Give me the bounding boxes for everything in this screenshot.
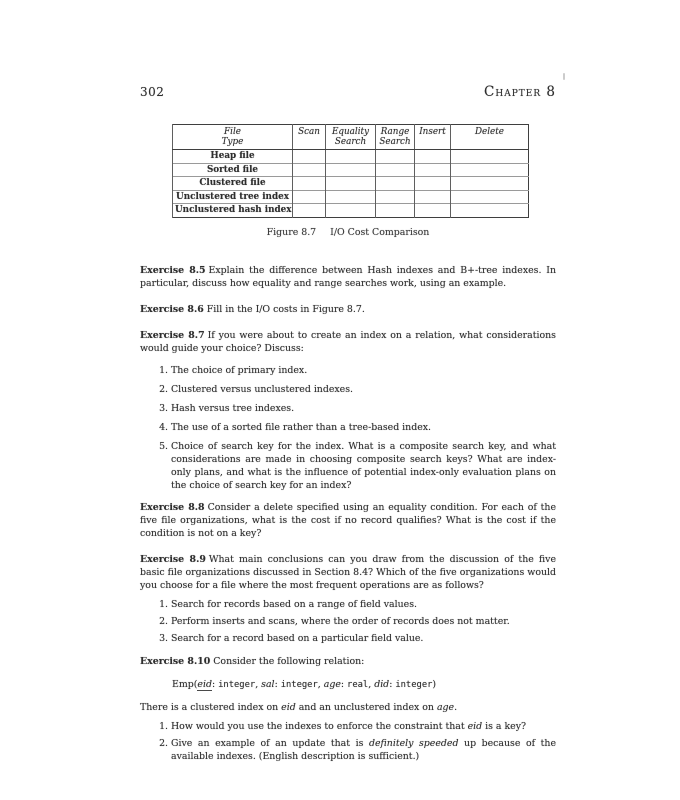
list-item-text: Perform inserts and scans, where the order of records does not matter. bbox=[171, 615, 510, 627]
list-item bbox=[171, 737, 556, 763]
cost-cell-empty bbox=[293, 150, 326, 164]
relation-type: integer bbox=[218, 679, 256, 690]
running-header bbox=[140, 84, 556, 100]
list-item bbox=[171, 364, 556, 377]
table-row-clustered-file bbox=[173, 177, 529, 191]
list-item bbox=[171, 720, 556, 733]
exercise-label: Exercise 8.8 bbox=[140, 501, 205, 513]
page-number: 302 bbox=[140, 85, 165, 99]
cost-cell-empty bbox=[326, 150, 376, 164]
cost-cell-empty bbox=[415, 150, 451, 164]
list-item bbox=[171, 632, 556, 645]
list-item bbox=[171, 421, 556, 434]
column-header-line: Equality bbox=[331, 127, 370, 137]
cost-cell-empty bbox=[293, 177, 326, 191]
list-item-text: The choice of primary index. bbox=[171, 364, 308, 376]
list-item-text: Search for records based on a range of field values. bbox=[171, 598, 418, 610]
exercise-8-10-list bbox=[140, 720, 556, 763]
exercise-body: Explain the difference between Hash indexes and B+-tree indexes. In particular, discuss how equality and range searches work, using an example. bbox=[140, 264, 556, 289]
relation-type: integer bbox=[280, 679, 318, 690]
row-label: Clustered file bbox=[173, 177, 293, 191]
cost-cell-empty bbox=[451, 150, 529, 164]
exercise-label: Exercise 8.9 bbox=[140, 553, 206, 565]
list-item-text: Hash versus tree indexes. bbox=[171, 402, 295, 414]
column-header-equality-search bbox=[326, 125, 376, 150]
separator: : bbox=[274, 678, 281, 690]
list-item-text: Give an example of an update that is bbox=[171, 737, 369, 749]
column-header-line: Scan bbox=[298, 127, 320, 137]
cost-cell-empty bbox=[293, 163, 326, 177]
cost-cell-empty bbox=[415, 204, 451, 218]
page-content bbox=[140, 84, 556, 767]
figure-caption-label: Figure 8.7 bbox=[266, 226, 317, 238]
cost-cell-empty bbox=[415, 190, 451, 204]
list-item-text: up because of the available indexes. (English description is sufficient.) bbox=[171, 737, 557, 762]
column-header-line: Range bbox=[380, 127, 410, 137]
column-header-line: Insert bbox=[419, 127, 446, 137]
cost-cell-empty bbox=[326, 163, 376, 177]
row-label: Unclustered tree index bbox=[173, 190, 293, 204]
cost-cell-empty bbox=[326, 190, 376, 204]
table-row-unclustered-tree-index bbox=[173, 190, 529, 204]
column-header-delete bbox=[451, 125, 529, 150]
cost-cell-empty bbox=[376, 177, 415, 191]
column-header-line: Type bbox=[221, 137, 244, 147]
cost-cell-empty bbox=[326, 177, 376, 191]
cost-cell-empty bbox=[415, 177, 451, 191]
attr-eid: eid bbox=[467, 720, 483, 732]
attr-age: age bbox=[436, 701, 455, 713]
emphasis-text: definitely speeded bbox=[368, 737, 459, 749]
relation-type: real bbox=[347, 679, 369, 690]
separator: , bbox=[317, 678, 324, 690]
list-item-text: The use of a sorted file rather than a tree-based index. bbox=[171, 421, 432, 433]
exercise-8-8 bbox=[140, 501, 556, 540]
separator: , bbox=[368, 678, 375, 690]
table-row-unclustered-hash-index bbox=[173, 204, 529, 218]
note-text: There is a clustered index on bbox=[140, 701, 282, 713]
cost-cell-empty bbox=[376, 150, 415, 164]
emp-relation-schema bbox=[172, 678, 556, 692]
row-label: Heap file bbox=[173, 150, 293, 164]
note-text: . bbox=[454, 701, 458, 713]
column-header-line: Delete bbox=[474, 127, 505, 137]
row-label: Sorted file bbox=[173, 163, 293, 177]
cost-cell-empty bbox=[451, 163, 529, 177]
relation-name: Emp( bbox=[172, 678, 198, 690]
column-header-range-search bbox=[376, 125, 415, 150]
exercise-body: If you were about to create an index on a relation, what considerations would guide your choice? Discuss: bbox=[140, 329, 556, 354]
exercise-label: Exercise 8.6 bbox=[140, 303, 204, 315]
exercise-8-9-list bbox=[140, 598, 556, 645]
exercise-body: Fill in the I/O costs in Figure 8.7. bbox=[206, 303, 365, 315]
exercise-8-6 bbox=[140, 303, 556, 316]
list-item-text: How would you use the indexes to enforce the constraint that bbox=[171, 720, 468, 732]
chapter-running-head: Chapter 8 bbox=[484, 84, 556, 100]
column-header-file-type bbox=[173, 125, 293, 150]
cost-cell-empty bbox=[451, 204, 529, 218]
cost-cell-empty bbox=[376, 204, 415, 218]
exercise-8-10 bbox=[140, 655, 556, 668]
exercise-body: Consider the following relation: bbox=[213, 655, 365, 667]
list-item-text: Search for a record based on a particular field value. bbox=[171, 632, 424, 644]
cost-cell-empty bbox=[451, 177, 529, 191]
list-item bbox=[171, 402, 556, 415]
separator: ) bbox=[432, 678, 437, 690]
column-header-insert bbox=[415, 125, 451, 150]
exercise-label: Exercise 8.10 bbox=[140, 655, 211, 667]
cost-cell-empty bbox=[293, 190, 326, 204]
table-row-sorted-file bbox=[173, 163, 529, 177]
cost-cell-empty bbox=[376, 190, 415, 204]
table-row-heap-file bbox=[173, 150, 529, 164]
cost-cell-empty bbox=[293, 204, 326, 218]
separator: : bbox=[340, 678, 348, 690]
column-header-line: Search bbox=[334, 137, 367, 147]
list-item bbox=[171, 440, 556, 492]
exercise-8-5 bbox=[140, 264, 556, 290]
list-item-text: Choice of search key for the index. What is a composite search key, and what considerations are made in choosing composite search keys? What are index-only plans, and what is the influence of potential index-only evaluation plans on the choice of search key for an index? bbox=[171, 440, 556, 491]
separator: , bbox=[255, 678, 262, 690]
column-header-line: Search bbox=[379, 137, 411, 147]
figure-8-7-block bbox=[140, 124, 556, 238]
relation-type: integer bbox=[395, 679, 433, 690]
column-header-line: File bbox=[224, 127, 241, 137]
separator: : bbox=[389, 678, 396, 690]
list-item-text: is a key? bbox=[482, 720, 527, 732]
list-item bbox=[171, 615, 556, 628]
relation-attr-sal: sal bbox=[261, 678, 275, 690]
row-label: Unclustered hash index bbox=[173, 204, 293, 218]
cost-cell-empty bbox=[451, 190, 529, 204]
note-text: and an unclustered index on bbox=[295, 701, 437, 713]
list-item bbox=[171, 383, 556, 396]
cost-cell-empty bbox=[326, 204, 376, 218]
column-header-scan bbox=[293, 125, 326, 150]
list-item bbox=[171, 598, 556, 611]
exercise-8-7 bbox=[140, 329, 556, 355]
table-header-row bbox=[173, 125, 529, 150]
relation-attr-age: age bbox=[323, 678, 341, 690]
cost-cell-empty bbox=[415, 163, 451, 177]
relation-attr-eid: eid bbox=[197, 678, 212, 690]
index-note bbox=[140, 701, 556, 714]
exercise-8-9 bbox=[140, 553, 556, 592]
figure-caption bbox=[140, 227, 556, 238]
scan-speck-artifact bbox=[563, 73, 565, 80]
relation-attr-did: did bbox=[374, 678, 390, 690]
exercise-label: Exercise 8.7 bbox=[140, 329, 205, 341]
exercise-body: Consider a delete specified using an equality condition. For each of the five file organizations, what is the cost if no record qualifies? What is the cost if the condition is not on a key? bbox=[140, 501, 556, 539]
cost-cell-empty bbox=[376, 163, 415, 177]
exercise-body: What main conclusions can you draw from the discussion of the five basic file organizations discussed in Section 8.4? Which of the five organizations would you choose for a file where the most frequent operations are as follows? bbox=[140, 553, 557, 591]
attr-eid: eid bbox=[281, 701, 296, 713]
exercise-8-7-list bbox=[140, 364, 556, 492]
io-cost-comparison-table bbox=[172, 124, 529, 218]
exercise-label: Exercise 8.5 bbox=[140, 264, 206, 276]
separator: : bbox=[211, 678, 219, 690]
figure-caption-text: I/O Cost Comparison bbox=[330, 226, 430, 238]
list-item-text: Clustered versus unclustered indexes. bbox=[171, 383, 354, 395]
